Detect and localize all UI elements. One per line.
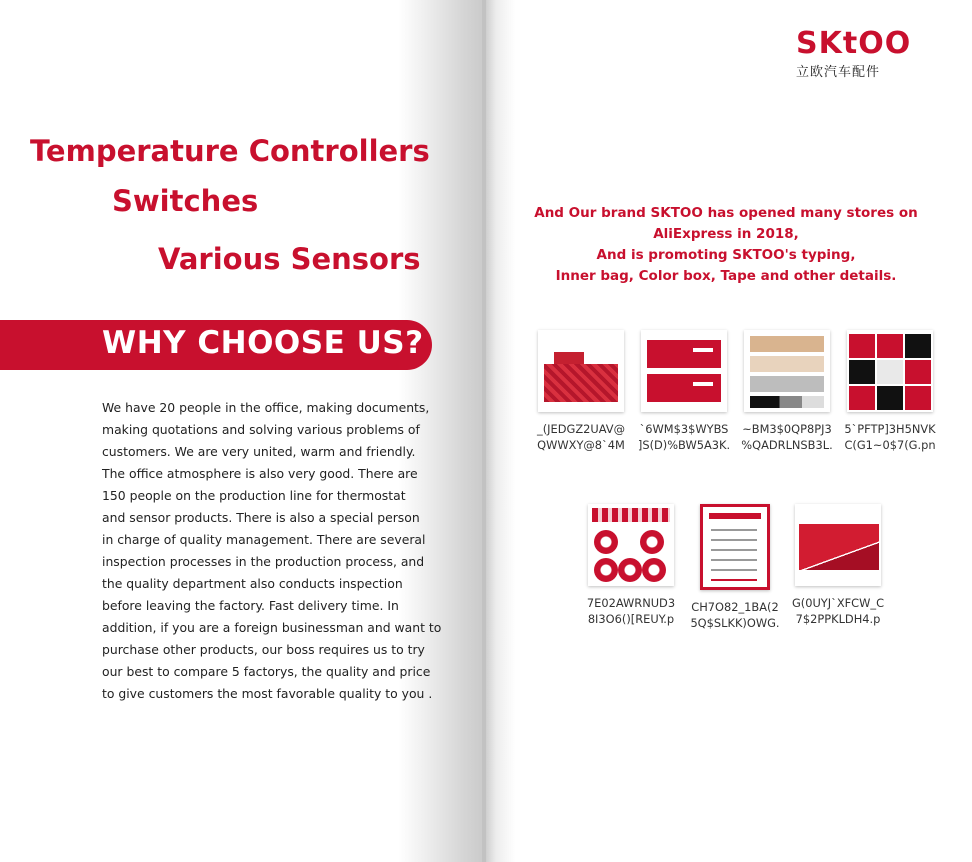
- logo-subtitle: 立欧汽车配件: [796, 65, 881, 80]
- body-line: making quotations and solving various problems of: [102, 422, 420, 437]
- red-business-card-image: [795, 504, 881, 586]
- promo-line: AliExpress in 2018,: [653, 226, 799, 242]
- thumbnail-caption: CH7O82_1BA(2 5Q$SLKK)OWG.: [690, 600, 780, 630]
- thumbnail-packaging-boxes[interactable]: [534, 330, 628, 453]
- thumbnail-caption: G(0UYJ`XFCW_C 7$2PPKLDH4.p: [791, 596, 885, 626]
- promo-line: And Our brand SKTOO has opened many stores on: [534, 205, 918, 221]
- tape-rolls-image: [588, 504, 674, 586]
- thumbnail-caption: `6WM$3$WYBS ]S(D)%BW5A3K.: [637, 422, 731, 452]
- color-swatch-image: [744, 330, 830, 412]
- aliexpress-promo-text: [520, 203, 932, 287]
- body-line: We have 20 people in the office, making documents,: [102, 400, 430, 415]
- banner-title: WHY CHOOSE US?: [102, 325, 424, 361]
- body-line: the quality department also conducts inspection: [102, 576, 403, 591]
- heading-temperature-controllers: Temperature Controllers: [30, 134, 430, 168]
- body-line: before leaving the factory. Fast delivery time. In: [102, 598, 399, 613]
- page-gutter: [482, 0, 486, 862]
- body-line: and sensor products. There is also a special person: [102, 510, 420, 525]
- thumbnail-color-grid[interactable]: [843, 330, 937, 453]
- body-line: purchase other products, our boss requires us to try: [102, 642, 425, 657]
- body-line: customers. We are very united, warm and friendly.: [102, 444, 416, 459]
- thumbnail-caption: 7E02AWRNUD3 8I3O6()[REUY.p: [586, 596, 676, 626]
- body-line: our best to compare 5 factorys, the quality and price: [102, 664, 431, 679]
- body-line: in charge of quality management. There are several: [102, 532, 426, 547]
- quality-certificate-image: [700, 504, 770, 590]
- color-grid-image: [847, 330, 933, 412]
- thumbnail-tape-rolls[interactable]: [584, 504, 678, 627]
- red-cards-image: [641, 330, 727, 412]
- body-line: 150 people on the production line for thermostat: [102, 488, 406, 503]
- logo-mark: SKtOO: [796, 26, 912, 61]
- thumbnail-caption: 5`PFTP]3H5NVK C(G1~0$7(G.pn: [844, 422, 936, 452]
- why-choose-us-banner: [0, 320, 432, 370]
- body-line: to give customers the most favorable quality to you .: [102, 686, 433, 701]
- heading-switches: Switches: [112, 184, 259, 218]
- thumbnail-red-cards[interactable]: [637, 330, 731, 453]
- promo-line: Inner bag, Color box, Tape and other details.: [555, 268, 897, 284]
- body-line: inspection processes in the production process, and: [102, 554, 425, 569]
- body-line: addition, if you are a foreign businessman and want to: [102, 620, 442, 635]
- sktoo-logo: [796, 28, 911, 80]
- thumbnail-quality-certificate[interactable]: [688, 504, 782, 631]
- heading-various-sensors: Various Sensors: [158, 242, 421, 276]
- company-description: [102, 397, 442, 705]
- thumbnail-red-business-card[interactable]: [791, 504, 885, 627]
- thumbnail-color-swatch[interactable]: [740, 330, 834, 453]
- promo-line: And is promoting SKTOO's typing,: [596, 247, 856, 263]
- thumbnail-caption: ~BM3$0QP8PJ3 %QADRLNSB3L.: [741, 422, 833, 452]
- body-line: The office atmosphere is also very good. There are: [102, 466, 418, 481]
- thumbnail-caption: _(JEDGZ2UAV@ QWWXY@8`4M: [537, 422, 625, 452]
- packaging-boxes-image: [538, 330, 624, 412]
